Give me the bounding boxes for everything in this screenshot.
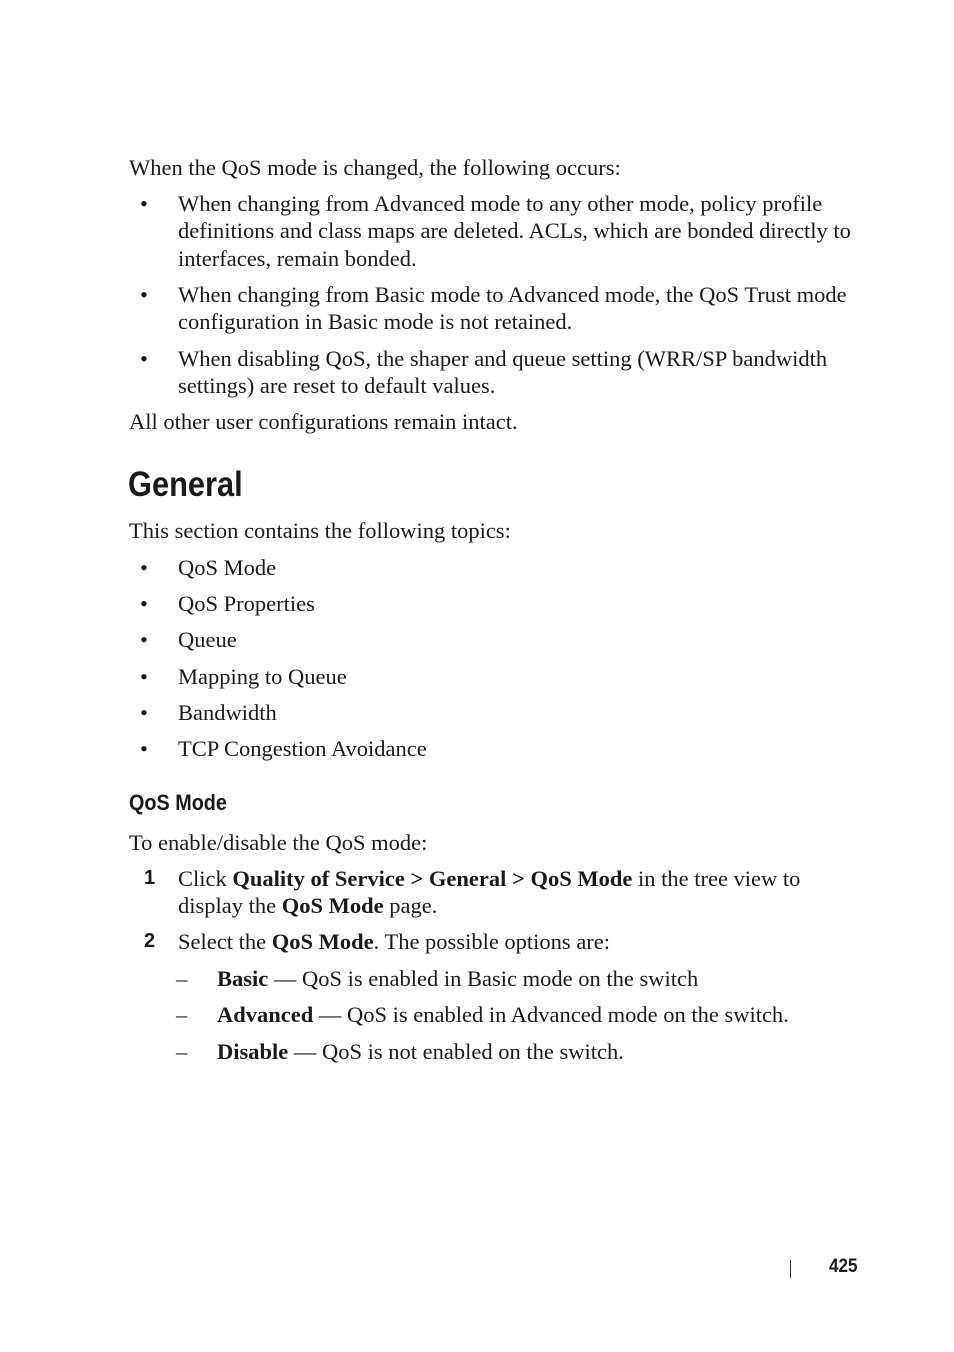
section-heading: General bbox=[128, 465, 243, 504]
option-name: Basic bbox=[217, 966, 269, 991]
option-text: Disable — QoS is not enabled on the switch. bbox=[217, 1039, 624, 1064]
page-number: 425 bbox=[829, 1256, 858, 1277]
page-name: QoS Mode bbox=[281, 893, 384, 919]
bullet: • bbox=[140, 191, 148, 216]
intro-paragraph: When the QoS mode is changed, the following occurs: bbox=[129, 155, 621, 180]
dash-marker: – bbox=[176, 1002, 188, 1027]
bullet: • bbox=[140, 555, 148, 580]
dash-marker: – bbox=[176, 1039, 188, 1064]
option-name: Advanced bbox=[217, 1002, 314, 1027]
menu-path: Quality of Service > General > QoS Mode bbox=[232, 866, 633, 891]
subsection-heading: QoS Mode bbox=[129, 790, 227, 815]
bullet: • bbox=[140, 282, 148, 307]
outro-paragraph: All other user configurations remain intact. bbox=[129, 409, 518, 434]
topic-text: QoS Properties bbox=[178, 591, 315, 616]
bullet: • bbox=[140, 591, 148, 616]
option-text: Basic — QoS is enabled in Basic mode on the switch bbox=[217, 966, 699, 991]
topic-text: QoS Mode bbox=[178, 555, 277, 580]
subsection-intro: To enable/disable the QoS mode: bbox=[129, 830, 428, 855]
bullet: • bbox=[140, 627, 148, 652]
bullet: • bbox=[140, 736, 148, 761]
topic-text: Queue bbox=[178, 627, 237, 652]
step-number: 1 bbox=[144, 867, 156, 889]
section-intro: This section contains the following topics: bbox=[129, 518, 511, 543]
option-name: Disable bbox=[217, 1039, 289, 1064]
bullet: • bbox=[140, 700, 148, 725]
dash-marker: – bbox=[176, 966, 188, 991]
field-name: QoS Mode bbox=[271, 929, 374, 954]
bullet: • bbox=[140, 664, 148, 689]
bullet: • bbox=[140, 346, 148, 371]
list-item-text: When disabling QoS, the shaper and queue setting (WRR/SP bandwidth settings) are reset to default values. bbox=[178, 346, 828, 399]
topic-text: Mapping to Queue bbox=[178, 664, 347, 689]
footer-divider bbox=[790, 1260, 791, 1278]
topic-text: Bandwidth bbox=[178, 700, 277, 725]
step-text: Click Quality of Service > General > QoS Mode in the tree view to display the QoS Mode page. bbox=[178, 866, 801, 919]
topic-text: TCP Congestion Avoidance bbox=[178, 736, 427, 761]
option-text: Advanced — QoS is enabled in Advanced mode on the switch. bbox=[217, 1002, 789, 1027]
list-item-text: When changing from Advanced mode to any other mode, policy profile definitions and class maps are deleted. ACLs, which are bonded directly to interfaces, remain bonded. bbox=[178, 191, 851, 271]
step-text: Select the QoS Mode. The possible options are: bbox=[178, 929, 611, 954]
step-number: 2 bbox=[144, 930, 156, 952]
list-item-text: When changing from Basic mode to Advanced mode, the QoS Trust mode configuration in Basic mode is not retained. bbox=[178, 282, 847, 335]
